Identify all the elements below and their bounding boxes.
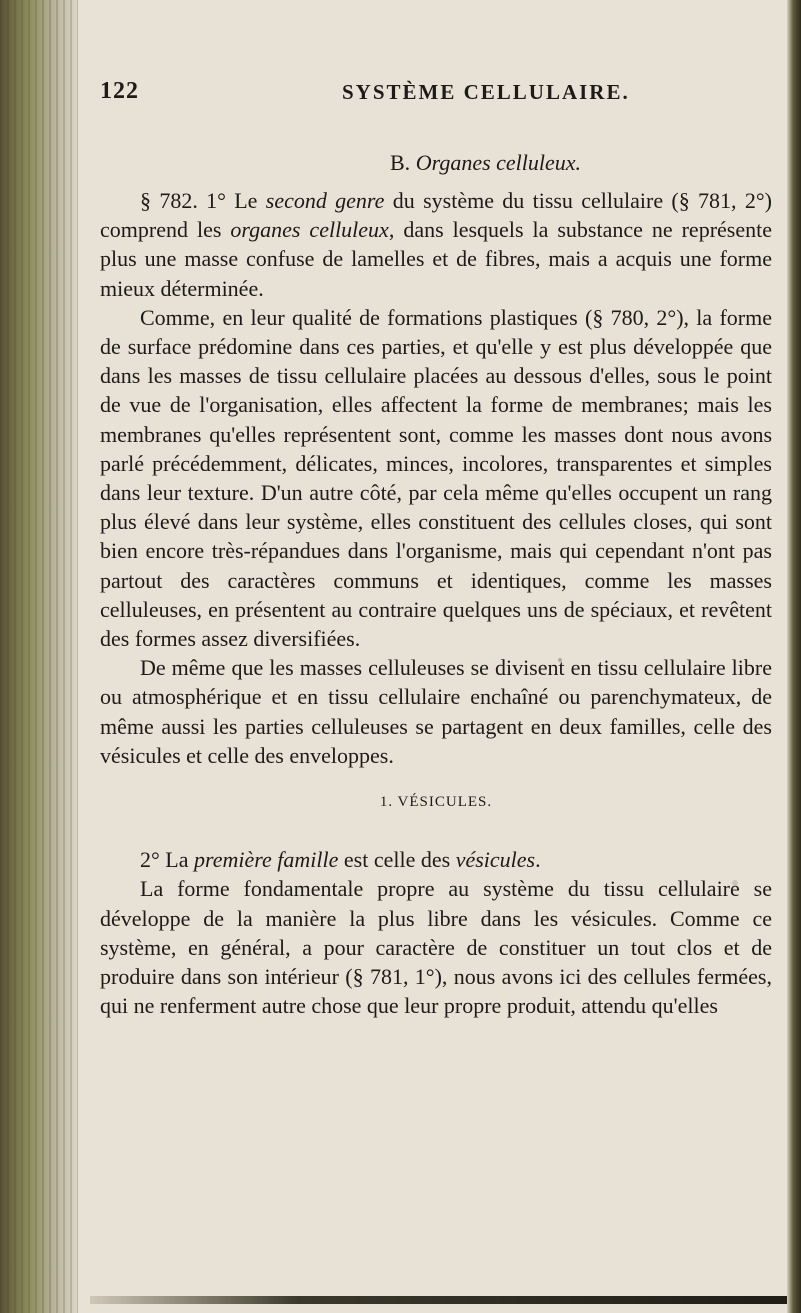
book-page	[100, 0, 788, 1313]
body-text	[100, 186, 772, 1020]
term-organes-celluleux: organes celluleux	[230, 217, 389, 243]
ink-speck	[558, 658, 562, 662]
paragraph-forme-fondamentale: La forme fondamentale propre au système du tissu cellulaire se développe de la manière la plus libre dans les vésicules. Comme ce système, en général, a pour caractère de constituer un tout clos et de produire dans son intérieur (§ 781, 1°), nous avons ici des cellules fermées, qui ne renferment autre chose que leur propre produit, attendu qu'elles	[100, 876, 772, 1019]
paragraph-premiere-famille	[100, 845, 772, 874]
running-head	[100, 78, 770, 108]
binding-gutter-left	[0, 0, 78, 1313]
paragraph-membranes: Comme, en leur qualité de formations plastiques (§ 780, 2°), la forme de surface prédomine dans ces parties, et qu'elle y est plus développée que dans les masses de tissu cellulaire placées au dessous d'elles, sous le point de vue de l'organisation, elles affectent la forme de membranes; mais les membranes qu'elles représentent sont, comme les masses dont nous avons parlé précédemment, délicates, minces, incolores, transparentes et simples dans leur texture. D'un autre côté, par cela même qu'elles occupent un rang plus élevé dans leur système, elles constituent des cellules closes, qui sont bien encore très-répandues dans l'organisme, mais qui cependant n'ont pas partout des caractères communs et identiques, comme les masses celluleuses, en présentent au contraire quelques uns de spéciaux, et revêtent des formes assez diversifiées.	[100, 304, 772, 652]
running-title: SYSTÈME CELLULAIRE.	[342, 80, 630, 104]
section-label: B.	[390, 150, 411, 175]
ink-speck	[732, 880, 738, 886]
paragraph-premiere-mid: est celle des	[338, 847, 456, 873]
subheading-vesicules: 1. VÉSICULES.	[379, 794, 493, 811]
page-edge-right	[787, 0, 801, 1313]
term-second-genre: second genre	[265, 188, 385, 213]
section-title: Organes celluleux.	[415, 150, 582, 175]
term-vesicules: vésicules	[455, 847, 536, 873]
page-number: 122	[100, 78, 139, 104]
paragraph-782-mid: du système du tissu cellulaire (§ 781, 2°) comprend les	[100, 188, 772, 243]
paragraph-782-end: , dans lesquels la substance ne représente plus une masse confuse de lamelles et de fibres, mais a acquis une forme mieux déterminée.	[100, 217, 772, 301]
paragraph-familles: De même que les masses celluleuses se divisent en tissu cellulaire libre ou atmosphérique et en tissu cellulaire enchaîné ou parenchymateux, de même aussi les parties celluleuses se partagent en deux familles, celle des vésicules et celle des enveloppes.	[100, 655, 772, 768]
paragraph-782	[100, 186, 772, 303]
term-premiere-famille: première famille	[194, 847, 339, 873]
paragraph-premiere-end: .	[535, 847, 541, 873]
section-heading	[390, 150, 581, 176]
paragraph-premiere-intro: 2° La	[140, 847, 195, 873]
paragraph-782-intro: § 782. 1° Le	[140, 188, 266, 213]
